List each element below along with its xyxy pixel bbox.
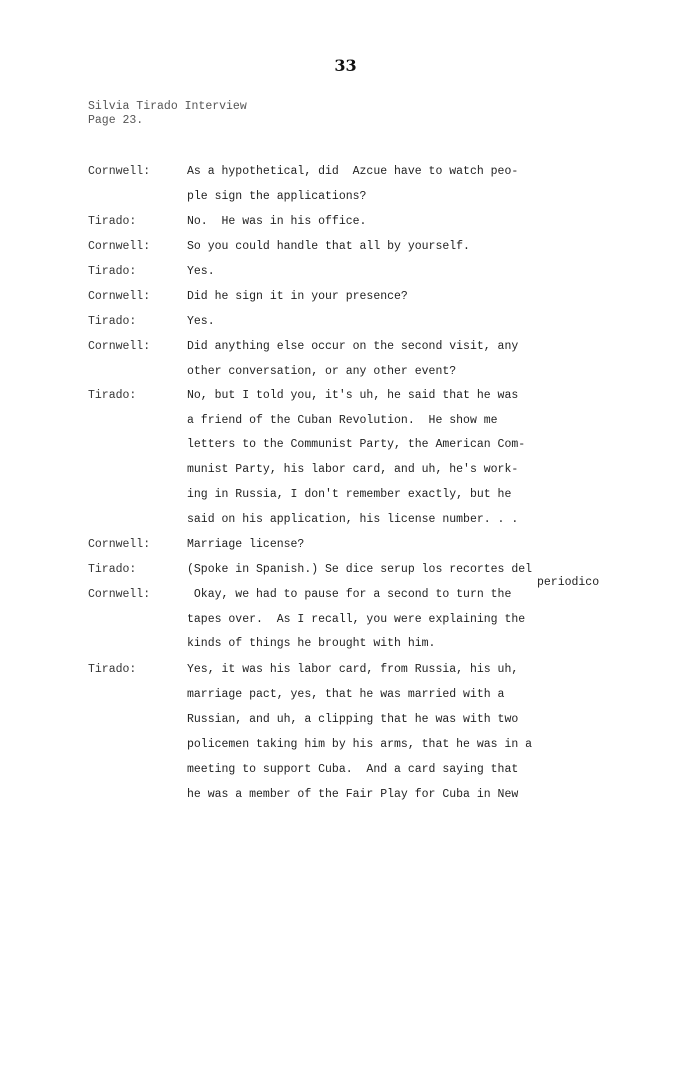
heading-title: Silvia Tirado Interview (88, 100, 247, 113)
speaker-label: Tirado: (88, 663, 137, 676)
speaker-label: Cornwell: (88, 538, 151, 551)
transcript-line: Did anything else occur on the second visit, any (187, 340, 519, 353)
transcript-line: marriage pact, yes, that he was married with a (187, 688, 505, 701)
speaker-label: Cornwell: (88, 340, 151, 353)
transcript-line: ing in Russia, I don't remember exactly, but he (187, 488, 512, 501)
transcript-line: he was a member of the Fair Play for Cuba in New (187, 788, 519, 801)
speaker-label: Cornwell: (88, 290, 151, 303)
transcript-line: ple sign the applications? (187, 190, 367, 203)
transcript-line: Yes, it was his labor card, from Russia, his uh, (187, 663, 519, 676)
transcript-line: Did he sign it in your presence? (187, 290, 408, 303)
document-heading (88, 100, 247, 128)
transcript-line: kinds of things he brought with him. (187, 637, 436, 650)
transcript-line: Yes. (187, 315, 215, 328)
transcript-line: munist Party, his labor card, and uh, he's work- (187, 463, 519, 476)
speaker-label: Cornwell: (88, 165, 151, 178)
transcript-line: Okay, we had to pause for a second to turn the (187, 588, 512, 601)
transcript-line: Yes. (187, 265, 215, 278)
transcript-line: a friend of the Cuban Revolution. He show me (187, 414, 498, 427)
transcript-line: policemen taking him by his arms, that he was in a (187, 738, 533, 751)
transcript-line: So you could handle that all by yourself. (187, 240, 470, 253)
speaker-label: Tirado: (88, 265, 137, 278)
speaker-label: Tirado: (88, 215, 137, 228)
speaker-label: Cornwell: (88, 240, 151, 253)
speaker-label: Tirado: (88, 389, 137, 402)
page-number: 33 (334, 56, 357, 75)
transcript-line: meeting to support Cuba. And a card saying that (187, 763, 519, 776)
transcript-line: tapes over. As I recall, you were explaining the (187, 613, 526, 626)
speaker-label: Cornwell: (88, 588, 151, 601)
transcript-line: No. He was in his office. (187, 215, 367, 228)
transcript-line: As a hypothetical, did Azcue have to watch peo- (187, 165, 519, 178)
margin-note: periodico (537, 576, 600, 589)
transcript-line: No, but I told you, it's uh, he said that he was (187, 389, 519, 402)
heading-page: Page 23. (88, 114, 144, 127)
transcript-line: other conversation, or any other event? (187, 365, 457, 378)
transcript-line: Russian, and uh, a clipping that he was with two (187, 713, 519, 726)
transcript-line: letters to the Communist Party, the American Com- (187, 438, 526, 451)
speaker-label: Tirado: (88, 315, 137, 328)
transcript-line: (Spoke in Spanish.) Se dice serup los recortes del (187, 563, 533, 576)
transcript-line: Marriage license? (187, 538, 305, 551)
transcript-line: said on his application, his license number. . . (187, 513, 519, 526)
speaker-label: Tirado: (88, 563, 137, 576)
